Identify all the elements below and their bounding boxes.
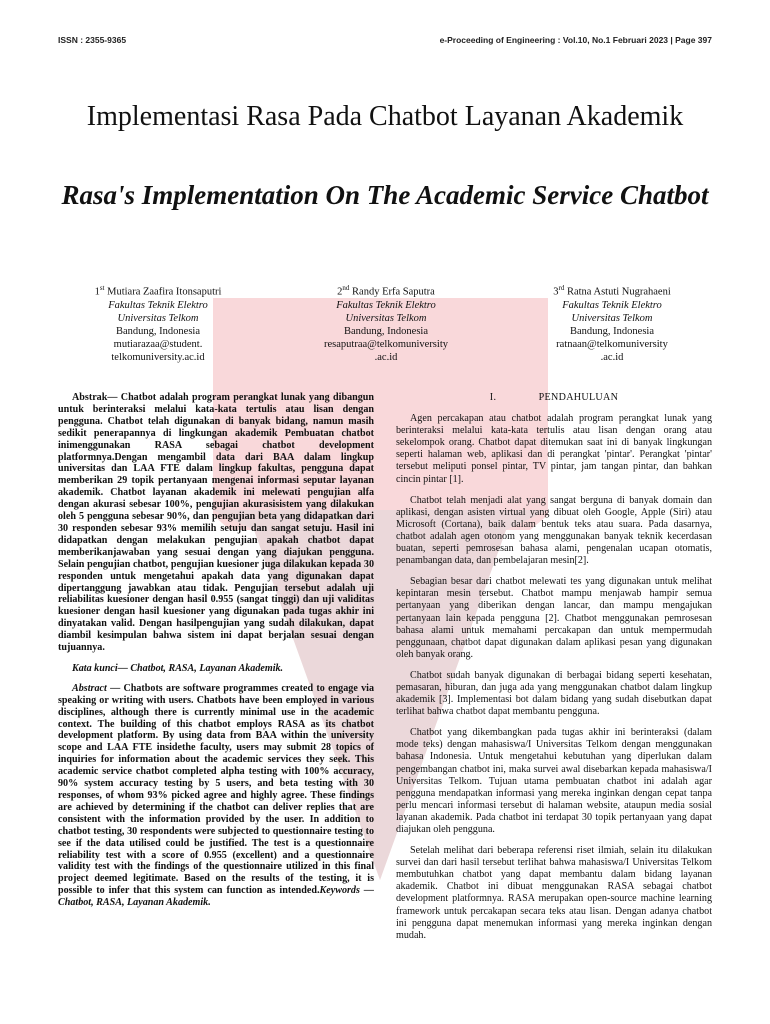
intro-paragraph-6: Setelah melihat dari beberapa referensi riset ilmiah, selain itu dilakukan survei dan dari hasil tersebut terlihat bahwa mahasiswa/I Universitas Telkom membutuhkan chatbot yang dapat membantu dalam bidang layanan akademik. Chatbot ini dibuat menggunakan RASA sebagai chatbot development platformnya. RASA merupakan open-source machine learning framework untuk percakapan secara teks atau lisan. Dengan adanya chatbot ini pengguna dapat menemukan informasi yang mereka inginkan dengan mudah. <box>396 845 712 941</box>
keywords-indonesian: Kata kunci— Chatbot, RASA, Layanan Akademik. <box>72 662 284 674</box>
title-english: Rasa's Implementation On The Academic Service Chatbot <box>61 180 709 210</box>
author-3: 3rd Ratna Astuti Nugrahaeni Fakultas Teknik Elektro Universitas Telkom Bandung, Indonesia ratnaan@telkomuniversity .ac.id <box>512 282 712 364</box>
author-city: Bandung, Indonesia <box>116 325 200 337</box>
author-name: Randy Erfa Saputra <box>352 286 435 298</box>
author-email: mutiarazaa@student. <box>113 338 203 350</box>
author-name: Ratna Astuti Nugrahaeni <box>566 286 671 298</box>
title-indonesian: Implementasi Rasa Pada Chatbot Layanan Akademik <box>86 101 684 132</box>
section-heading: I. PENDAHULUAN <box>489 392 619 403</box>
author-email-cont: .ac.id <box>374 351 398 363</box>
author-email: resaputraa@telkomuniversity <box>324 338 448 350</box>
author-email-cont: telkomuniversity.ac.id <box>111 351 205 363</box>
intro-paragraph-4: Chatbot sudah banyak digunakan di berbagai bidang seperti kesehatan, pemasaran, hiburan, dan juga ada yang menggunakan chatbot dalam lingkup akademik [3]. Implementasi bot dalam bidang yang sudah disebutkan dapat terlihat bahwa chatbot dapat membantu pengguna. <box>396 669 712 718</box>
author-city: Bandung, Indonesia <box>344 325 428 337</box>
keywords-english: Keywords — Chatbot, RASA, Layanan Akademik. <box>58 885 374 909</box>
author-faculty: Fakultas Teknik Elektro <box>108 299 208 311</box>
intro-paragraph-2: Chatbot telah menjadi alat yang sangat berguna di banyak domain dan aplikasi, dengan asisten virtual yang dibuat oleh Google, Apple (Siri) atau Microsoft (Cortana), baik dalam bentuk teks atau suara. Pada dasarnya, chatbot adalah agen otonom yang menggunakan banyak teknik kecerdasan buatan, seperti pemrosesan bahasa alami, pengenalan ucapan otomatis, penambangan data, dan pembelajaran mesin[2]. <box>396 494 712 567</box>
journal-info: e-Proceeding of Engineering : Vol.10, No.1 Februari 2023 | Page 397 <box>439 35 712 45</box>
abstract-indonesian: Abstrak— Chatbot adalah program perangkat lunak yang dibangun untuk berinteraksi melalui kata-kata tertulis atau lisan dengan pengguna. Chatbot telah digunakan di banyak bidang, namun masih sedikit penerapannya di lingkungan akademik Pembuatan chatbot inimenggunakan RASA sebagai chatbot development platformnya.Dengan mengambil data dari BAA dalam lingkup universitas dan LAA FTE dalam lingkup fakultas, pengguna dapat memberikan 29 topik pertanyaan mengenai informasi seputar layanan akademik. Chatbot layanan akademik ini melewati pengujian alfa dengan akurasi sebesar 100%, pengujian akurasisistem yang dilakukan oleh 5 pengguna sebesar 90%, dan pengujian beta yang didapatkan dari 30 responden sebesar 93% memilih setuju dan sangat setuju. Hasil ini didapatkan dengan melakukan pengujian apakah chatbot dapat memberikanjawaban yang sesuai dengan yang diajukan pengguna. Selain pengujian chatbot, pengujian kuesioner juga dilakukan kepada 30 responden untuk mengetahui apakah data yang digunakan dapat dipertanggung jawabkan atau tidak. Pengujian tersebut adalah uji reliabilitas kuesioner dengan hasil 0.955 (sangat tinggi) dan uji validitas kuesioner dengan hasil kuesioner yang digunakan pada tugas akhir ini dinyatakan valid. Dengan hasilpengujian yang sudah dilakukan, dapat diambil kesimpulan bahwa sistem ini dapat berjalan sesuai dengan tujuannya. <box>58 392 374 654</box>
author-city: Bandung, Indonesia <box>570 325 654 337</box>
intro-paragraph-3: Sebagian besar dari chatbot melewati tes yang digunakan untuk melihat kepintaran mesin tersebut. Chatbot mampu menjawab hampir semua pertanyaan yang diberikan dengan lancar, dan mampu mengajukan pertanyaan lain kepada pengguna [2]. Chatbot menggunakan pemrosesan bahasa alami untuk memahami percakapan dan untuk mempermudah penggunaan, chatbot dapat digunakan dalam aplikasi pesan yang digunakan oleh banyak orang. <box>396 576 712 660</box>
intro-paragraph-5: Chatbot yang dikembangkan pada tugas akhir ini berinteraksi (dalam mode teks) dengan mahasiswa/I Universitas Telkom dengan menggunakan bahasa Indonesia. Untuk mengetahui kebutuhan yang diperlukan dalam pengembangan chatbot ini, maka survei awal disebarkan kepada mahasiswa/I Universitas Telkom. Tujuan utama pembuatan chatbot ini adalah agar pengguna mendapatkan informasi yang mereka inginkan dengan cepat tanpa perlu mencari informasi tersebut di halaman website, ataupun media sosial layanan akademik. Pada chatbot ini terdapat 30 topik pertanyaan yang dapat diajukan oleh pengguna. <box>396 727 712 835</box>
author-name: Mutiara Zaafira Itonsaputri <box>107 286 222 298</box>
author-university: Universitas Telkom <box>571 312 653 324</box>
author-email-cont: .ac.id <box>600 351 624 363</box>
running-header <box>58 35 712 45</box>
author-email: ratnaan@telkomuniversity <box>556 338 668 350</box>
abstract-english: Abstract — Chatbots are software programmes created to engage via speaking or writing with users. Chatbots have been employed in various disciplines, although there is currently minimal use in the academic context. The building of this chatbot employs RASA as its chatbot development platform. By using data from BAA within the university scope and LAA FTE insidethe faculty, users may submit 28 topics of inquiries for information about the academic services they seek. This academic service chatbot completed alpha testing with 100% accuracy, 90% system accuracy testing by 5 users, and beta testing with 30 responses, of whom 93% picked agree and highly agree. These findings are achieved by determining if the chatbot can deliver replies that are consistent with the information provided by the user. In addition to chatbot testing, 30 respondents were subjected to questionnaire testing to see if the data utilised could be justified. The test is a questionnaire reliability test with a score of 0.955 (excellent) and a questionnaire validity test with the findings of the questionnaire utilized in this final project deemed legitimate. Based on the results of the testing, it is possible to infer that this system can function as intended.Keywords — Chatbot, RASA, Layanan Akademik. <box>58 682 374 909</box>
author-2: 2nd Randy Erfa Saputra Fakultas Teknik Elektro Universitas Telkom Bandung, Indonesia resaputraa@telkomuniversity .ac.id <box>286 282 486 364</box>
author-faculty: Fakultas Teknik Elektro <box>562 299 662 311</box>
intro-paragraph-1: Agen percakapan atau chatbot adalah program perangkat lunak yang berinteraksi melalui kata-kata tertulis atau lisan dengan orang atau sekelompok orang. Chatbot dapat ditemukan saat ini di banyak lingkungan seperti halaman web, aplikasi dan di perangkat 'pintar'. Perangkat 'pintar' tersebut meliputi ponsel pintar, TV pintar, jam tangan pintar, dan bahkan cincin pintar [1]. <box>396 413 712 485</box>
left-column <box>58 392 374 909</box>
author-university: Universitas Telkom <box>117 312 199 324</box>
author-faculty: Fakultas Teknik Elektro <box>336 299 436 311</box>
author-university: Universitas Telkom <box>345 312 427 324</box>
author-1: 1st Mutiara Zaafira Itonsaputri Fakultas Teknik Elektro Universitas Telkom Bandung, Indonesia mutiarazaa@student. telkomuniversity.ac.id <box>58 282 258 364</box>
right-column <box>396 392 712 951</box>
issn: ISSN : 2355-9365 <box>58 35 127 45</box>
